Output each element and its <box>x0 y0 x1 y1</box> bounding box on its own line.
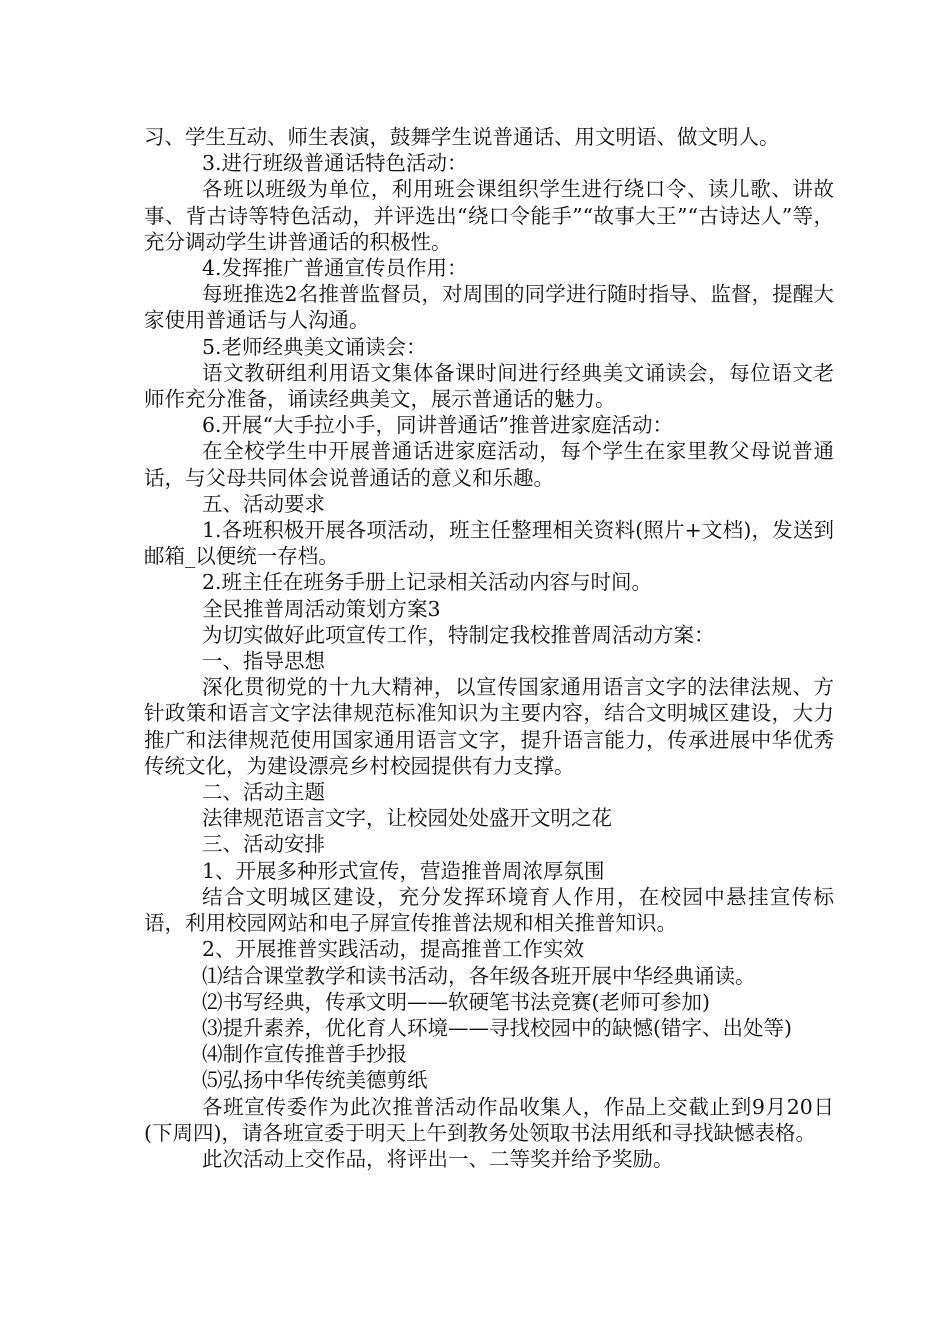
paragraph: 结合文明城区建设，充分发挥环境育人作用，在校园中悬挂宣传标语，利用校园网站和电子屏宣传推普法规和相关推普知识。 <box>144 884 834 936</box>
paragraph: 法律规范语言文字，让校园处处盛开文明之花 <box>202 806 612 831</box>
list-item: ⑸弘扬中华传统美德剪纸 <box>202 1068 428 1093</box>
paragraph: 2.班主任在班务手册上记录相关活动内容与时间。 <box>202 570 653 595</box>
list-item: ⑶提升素养，优化育人环境——寻找校园中的缺憾(错字、出处等) <box>202 1015 792 1040</box>
list-item: ⑷制作宣传推普手抄报 <box>202 1042 407 1067</box>
paragraph: 3.进行班级普通话特色活动： <box>202 151 468 176</box>
list-item: ⑵书写经典，传承文明——软硬笔书法竞赛(老师可参加) <box>202 989 710 1014</box>
paragraph: 在全校学生中开展普通话进家庭活动，每个学生在家里教父母说普通话，与父母共同体会说普通话的意义和乐趣。 <box>144 439 834 490</box>
paragraph: 各班宣传委作为此次推普活动作品收集人，作品上交截止到9月20日(下周四)，请各班宣委于明天上午到教务处领取书法用纸和寻找缺憾表格。 <box>144 1094 834 1145</box>
paragraph: 每班推选2名推普监督员，对周围的同学进行随时指导、监督，提醒大家使用普通话与人沟通。 <box>144 282 834 333</box>
paragraph: 各班以班级为单位，利用班会课组织学生进行绕口令、读儿歌、讲故事、背古诗等特色活动，并评选出“绕口令能手”“故事大王”“古诗达人”等，充分调动学生讲普通话的积极性。 <box>144 177 834 254</box>
section-heading: 三、活动安排 <box>202 832 325 857</box>
section-heading: 二、活动主题 <box>202 780 325 805</box>
paragraph: 为切实做好此项宣传工作，特制定我校推普周活动方案： <box>202 622 715 647</box>
paragraph: 深化贯彻党的十九大精神，以宣传国家通用语言文字的法律法规、方针政策和语言文字法律规范标准知识为主要内容，结合文明城区建设，大力推广和法律规范使用国家通用语言文字，提升语言能力，传承进展中华优秀传统文化，为建设漂亮乡村校园提供有力支撑。 <box>144 675 834 778</box>
paragraph: 5.老师经典美文诵读会： <box>202 334 427 359</box>
list-item: ⑴结合课堂教学和读书活动，各年级各班开展中华经典诵读。 <box>202 963 756 988</box>
paragraph: 此次活动上交作品，将评出一、二等奖并给予奖励。 <box>202 1146 674 1171</box>
document-body <box>144 124 834 1172</box>
paragraph: 6.开展“大手拉小手，同讲普通话”推普进家庭活动： <box>202 413 674 438</box>
section-heading: 五、活动要求 <box>202 491 325 516</box>
paragraph: 4.发挥推广普通宣传员作用： <box>202 256 468 281</box>
subsection-heading: 1、开展多种形式宣传，营造推普周浓厚氛围 <box>202 858 605 883</box>
document-title: 全民推普周活动策划方案3 <box>202 596 441 621</box>
paragraph: 习、学生互动、师生表演，鼓舞学生说普通话、用文明语、做文明人。 <box>144 125 780 149</box>
section-heading: 一、指导思想 <box>202 649 325 674</box>
subsection-heading: 2、开展推普实践活动，提高推普工作实效 <box>202 937 585 962</box>
paragraph: 1.各班积极开展各项活动，班主任整理相关资料(照片+文档)，发送到邮箱_以便统一存档。 <box>144 518 834 569</box>
paragraph: 语文教研组利用语文集体备课时间进行经典美文诵读会，每位语文老师作充分准备，诵读经典美文，展示普通话的魅力。 <box>144 360 834 412</box>
